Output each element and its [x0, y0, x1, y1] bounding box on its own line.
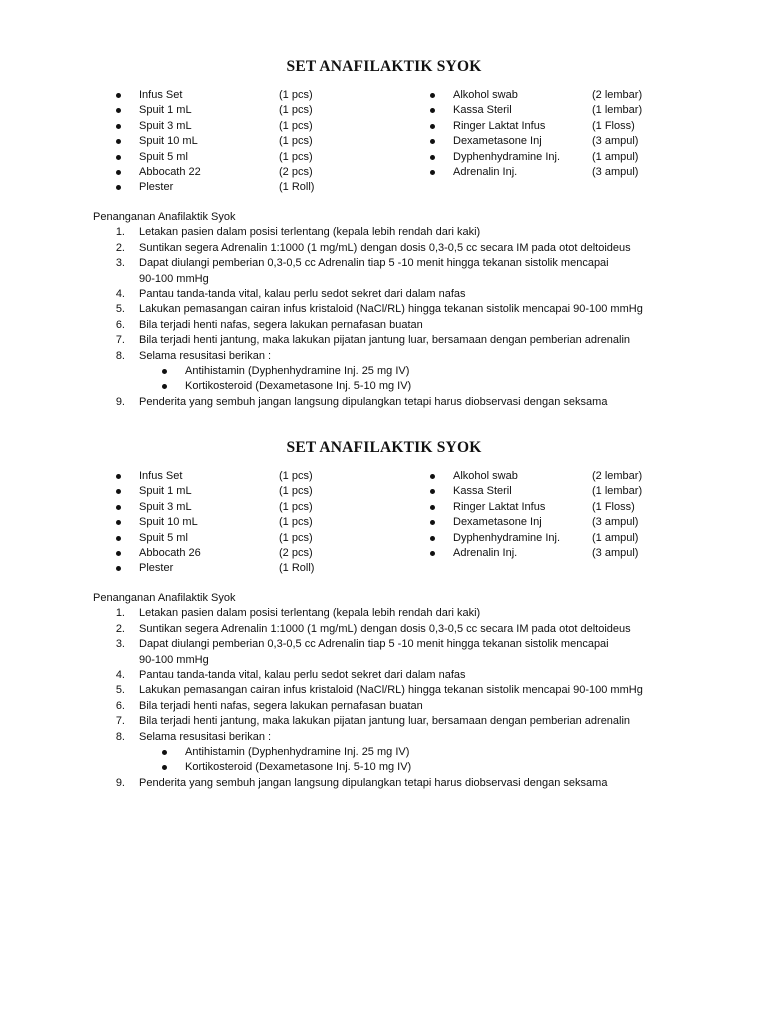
equipment-name: Spuit 10 mL — [139, 135, 198, 148]
bullet-icon — [430, 170, 435, 175]
step-number: 6. — [115, 699, 125, 712]
equipment-name: Alkohol swab — [453, 89, 518, 101]
equipment-quantity: (3 ampul) — [592, 135, 639, 148]
bullet-icon — [116, 155, 121, 160]
step-number: 3. — [115, 638, 125, 651]
bullet-icon — [430, 505, 435, 510]
bullet-icon — [116, 520, 121, 525]
step-number: 7. — [115, 715, 125, 728]
equipment-quantity: (1 lembar) — [592, 104, 643, 117]
bullet-icon — [116, 474, 121, 479]
step-number: 3. — [115, 257, 125, 270]
bullet-icon — [116, 93, 121, 98]
handling-heading: Penanganan Anafilaktik Syok — [93, 592, 236, 604]
equipment-name: Kassa Steril — [453, 104, 512, 117]
equipment-quantity: (1 pcs) — [279, 104, 313, 117]
step-text: Selama resusitasi berikan : — [139, 349, 272, 362]
equipment-quantity: (1 Roll) — [279, 181, 315, 194]
equipment-name: Dyphenhydramine Inj. — [453, 531, 561, 544]
step-text: 90-100 mmHg — [139, 653, 209, 666]
step-text: Pantau tanda-tanda vital, kalau perlu sedot sekret dari dalam nafas — [139, 669, 466, 681]
equipment-name: Spuit 10 mL — [139, 516, 198, 529]
equipment-quantity: (1 lembar) — [592, 485, 643, 498]
equipment-quantity: (1 pcs) — [279, 89, 313, 101]
step-text: Letakan pasien dalam posisi terlentang (kepala lebih rendah dari kaki) — [139, 226, 481, 239]
bullet-icon — [116, 566, 121, 571]
bullet-icon — [430, 139, 435, 144]
step-text: Lakukan pemasangan cairan infus kristaloid (NaCl/RL) hingga tekanan sistolik mencapai 90-100 mmHg — [139, 684, 643, 697]
equipment-name: Infus Set — [139, 470, 183, 482]
equipment-name: Infus Set — [139, 89, 183, 101]
equipment-name: Ringer Laktat Infus — [453, 119, 546, 132]
equipment-quantity: (2 lembar) — [592, 470, 643, 482]
bullet-icon — [116, 489, 121, 494]
step-number: 9. — [115, 776, 125, 789]
equipment-name: Plester — [139, 181, 174, 194]
bullet-icon — [116, 108, 121, 113]
bullet-icon — [116, 551, 121, 556]
equipment-name: Spuit 1 mL — [139, 485, 192, 498]
step-number: 2. — [115, 622, 125, 635]
bullet-icon — [430, 93, 435, 98]
step-text: Penderita yang sembuh jangan langsung dipulangkan tetapi harus diobservasi dengan seksama — [139, 776, 608, 789]
bullet-icon — [430, 536, 435, 541]
step-text: Penderita yang sembuh jangan langsung dipulangkan tetapi harus diobservasi dengan seksama — [139, 395, 608, 408]
step-text: Selama resusitasi berikan : — [139, 730, 272, 743]
equipment-name: Spuit 3 mL — [139, 119, 192, 132]
bullet-icon — [430, 474, 435, 479]
bullet-icon — [116, 185, 121, 190]
step-number: 1. — [115, 226, 125, 239]
equipment-quantity: (1 pcs) — [279, 135, 313, 148]
bullet-icon — [430, 155, 435, 160]
step-number: 5. — [115, 684, 125, 697]
step-number: 8. — [115, 349, 125, 362]
equipment-quantity: (3 ampul) — [592, 166, 639, 178]
bullet-icon — [116, 170, 121, 175]
equipment-quantity: (1 pcs) — [279, 485, 313, 498]
equipment-name: Kassa Steril — [453, 485, 512, 498]
step-text: Bila terjadi henti jantung, maka lakukan pijatan jantung luar, bersamaan dengan pemberian adrenalin — [139, 715, 631, 728]
equipment-quantity: (3 ampul) — [592, 516, 639, 529]
equipment-name: Dyphenhydramine Inj. — [453, 150, 561, 163]
bullet-icon — [430, 124, 435, 129]
equipment-name: Spuit 5 ml — [139, 150, 188, 163]
step-text: Letakan pasien dalam posisi terlentang (kepala lebih rendah dari kaki) — [139, 607, 481, 620]
step-text: Dapat diulangi pemberian 0,3-0,5 cc Adrenalin tiap 5 -10 menit hingga tekanan sistolik mencapai — [139, 257, 609, 270]
equipment-name: Adrenalin Inj. — [453, 166, 518, 178]
handling-heading: Penanganan Anafilaktik Syok — [93, 211, 236, 223]
bullet-icon — [162, 765, 167, 770]
step-number: 1. — [115, 607, 125, 620]
bullet-icon — [116, 139, 121, 144]
equipment-quantity: (1 ampul) — [592, 150, 639, 163]
bullet-icon — [430, 520, 435, 525]
equipment-name: Spuit 1 mL — [139, 104, 192, 117]
equipment-name: Ringer Laktat Infus — [453, 500, 546, 513]
equipment-quantity: (1 pcs) — [279, 470, 313, 482]
equipment-name: Dexametasone Inj — [453, 135, 542, 148]
equipment-name: Dexametasone Inj — [453, 516, 542, 529]
bullet-icon — [162, 750, 167, 755]
step-number: 8. — [115, 730, 125, 743]
sub-item-text: Kortikosteroid (Dexametasone Inj. 5-10 mg IV) — [185, 761, 412, 774]
sub-item-text: Antihistamin (Dyphenhydramine Inj. 25 mg IV) — [185, 365, 410, 377]
step-number: 9. — [115, 395, 125, 408]
equipment-quantity: (3 ampul) — [592, 547, 639, 559]
equipment-quantity: (1 pcs) — [279, 500, 313, 513]
equipment-quantity: (2 lembar) — [592, 89, 643, 101]
equipment-name: Spuit 3 mL — [139, 500, 192, 513]
bullet-icon — [430, 108, 435, 113]
equipment-quantity: (1 pcs) — [279, 531, 313, 544]
step-number: 4. — [115, 669, 125, 681]
bullet-icon — [430, 489, 435, 494]
bullet-icon — [116, 505, 121, 510]
step-text: Lakukan pemasangan cairan infus kristaloid (NaCl/RL) hingga tekanan sistolik mencapai 90-100 mmHg — [139, 303, 643, 316]
sub-item-text: Antihistamin (Dyphenhydramine Inj. 25 mg IV) — [185, 746, 410, 758]
equipment-quantity: (1 pcs) — [279, 516, 313, 529]
equipment-quantity: (1 pcs) — [279, 150, 313, 163]
bullet-icon — [430, 551, 435, 556]
bullet-icon — [162, 384, 167, 389]
equipment-quantity: (1 ampul) — [592, 531, 639, 544]
bullet-icon — [162, 369, 167, 374]
bullet-icon — [116, 124, 121, 129]
equipment-quantity: (1 pcs) — [279, 119, 313, 132]
equipment-quantity: (1 Floss) — [592, 500, 635, 513]
step-text: Dapat diulangi pemberian 0,3-0,5 cc Adrenalin tiap 5 -10 menit hingga tekanan sistolik mencapai — [139, 638, 609, 651]
equipment-name: Plester — [139, 562, 174, 575]
equipment-quantity: (2 pcs) — [279, 547, 313, 559]
equipment-name: Abbocath 26 — [139, 547, 201, 559]
step-text: Bila terjadi henti nafas, segera lakukan pernafasan buatan — [139, 699, 423, 712]
equipment-quantity: (1 Roll) — [279, 562, 315, 575]
step-text: Suntikan segera Adrenalin 1:1000 (1 mg/mL) dengan dosis 0,3-0,5 cc secara IM pada otot deltoideus — [139, 622, 631, 635]
section-title: SET ANAFILAKTIK SYOK — [286, 439, 482, 456]
step-number: 5. — [115, 303, 125, 316]
step-number: 2. — [115, 241, 125, 254]
step-text: Bila terjadi henti jantung, maka lakukan pijatan jantung luar, bersamaan dengan pemberian adrenalin — [139, 334, 631, 347]
bullet-icon — [116, 536, 121, 541]
step-text: 90-100 mmHg — [139, 272, 209, 285]
step-text: Pantau tanda-tanda vital, kalau perlu sedot sekret dari dalam nafas — [139, 288, 466, 300]
step-number: 6. — [115, 318, 125, 331]
equipment-name: Alkohol swab — [453, 470, 518, 482]
step-text: Bila terjadi henti nafas, segera lakukan pernafasan buatan — [139, 318, 423, 331]
step-number: 4. — [115, 288, 125, 300]
equipment-name: Spuit 5 ml — [139, 531, 188, 544]
sub-item-text: Kortikosteroid (Dexametasone Inj. 5-10 mg IV) — [185, 380, 412, 393]
step-number: 7. — [115, 334, 125, 347]
equipment-name: Abbocath 22 — [139, 166, 201, 178]
equipment-quantity: (1 Floss) — [592, 119, 635, 132]
equipment-quantity: (2 pcs) — [279, 166, 313, 178]
section-title: SET ANAFILAKTIK SYOK — [286, 58, 482, 75]
step-text: Suntikan segera Adrenalin 1:1000 (1 mg/mL) dengan dosis 0,3-0,5 cc secara IM pada otot deltoideus — [139, 241, 631, 254]
equipment-name: Adrenalin Inj. — [453, 547, 518, 559]
